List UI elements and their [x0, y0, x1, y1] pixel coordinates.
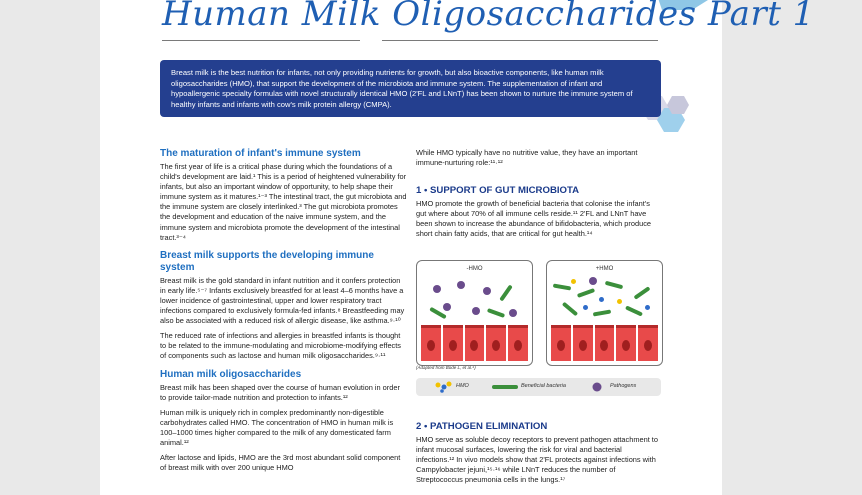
- bacteria-icon: [492, 384, 518, 390]
- figure-caption: (Adapted from Bode L, et al.⁴): [416, 365, 476, 370]
- legend-label: Beneficial bacteria: [521, 383, 566, 389]
- diagram-label: +HMO: [595, 266, 614, 272]
- section-heading: Human milk oligosaccharides: [160, 368, 302, 380]
- title-divider: [162, 40, 360, 41]
- left-column: [160, 148, 408, 478]
- legend-label: Pathogens: [610, 383, 637, 389]
- right-column: [416, 148, 662, 245]
- paragraph: HMO promote the growth of beneficial bacteria that colonise the infant's gut where about 70% of all immune cells reside.¹¹ 2'FL and LNnT have been shown to increase the abundance of bifidobacteria, which produce short chain fatty acids, that are critical for gut health.¹⁴: [416, 199, 652, 239]
- paragraph: After lactose and lipids, HMO are the 3rd most abundant solid component of breast milk with over 200 unique HMO: [160, 453, 401, 473]
- pathogen-icon: [443, 303, 451, 311]
- hmo-icon: [645, 305, 650, 310]
- document-page: [100, 0, 815, 495]
- bacteria-icon: [553, 283, 571, 290]
- paragraph: HMO serve as soluble decoy receptors to prevent pathogen attachment to infant mucosal surfaces, lowering the risk for viral and bacterial infections.¹² In vivo models show that 2'FL protects against infections with Campylobacter jejuni,¹⁵·¹⁶ while LNnT reduces the number of Streptococcus pneumonia cells in the lungs.¹⁷: [416, 435, 658, 485]
- pathogen-icon: [433, 285, 441, 293]
- diagram-with-hmo: [546, 260, 663, 366]
- title-divider: [382, 40, 658, 41]
- diagram-without-hmo: [416, 260, 533, 366]
- hmo-icon: [571, 279, 576, 284]
- pathogen-icon: [472, 307, 480, 315]
- bacteria-icon: [487, 308, 505, 318]
- diagram-label: -HMO: [466, 266, 483, 272]
- bacteria-icon: [577, 288, 595, 298]
- intestinal-cells: [421, 325, 528, 361]
- paragraph: The first year of life is a critical phase during which the foundations of a child's development are laid.¹ This is a period of heightened vulnerability for infants, but also an important window of opportunity, to help shape their immune system as it matures.¹⁻³ The intestinal tract, the gut microbiota and the immune system are closely interlinked.³ The gut microbiota promotes the development and education of the naive immune system, and the immune system and microbiota promote the development of the intestinal tract.³⁻⁴: [160, 162, 407, 242]
- bacteria-icon: [625, 305, 643, 316]
- bacteria-icon: [499, 284, 513, 301]
- paragraph: The reduced rate of infections and allergies in breastfed infants is thought to be related to the immune-modulating and microbiome-modifying effects of components such as lactose and human milk oligosaccharides.⁹·¹¹: [160, 331, 402, 361]
- bacteria-icon: [605, 281, 623, 290]
- hmo-icon: [599, 297, 604, 302]
- bacteria-icon: [593, 309, 611, 316]
- pathogen-icon: [483, 287, 491, 295]
- hmo-icon: [434, 381, 454, 393]
- hmo-icon: [617, 299, 622, 304]
- paragraph: While HMO typically have no nutritive value, they have an important immune-nurturing role:¹¹·¹²: [416, 148, 638, 168]
- pathogen-icon: [457, 281, 465, 289]
- numbered-heading: 2 • PATHOGEN ELIMINATION: [416, 421, 548, 432]
- section-heading: Breast milk supports the developing immune system: [160, 249, 374, 273]
- bacteria-icon: [633, 286, 650, 300]
- legend-label: HMO: [456, 383, 469, 389]
- right-column-lower: [416, 421, 662, 490]
- bacteria-icon: [562, 302, 578, 317]
- pathogen-icon: [590, 381, 604, 393]
- intro-banner: Breast milk is the best nutrition for infants, not only providing nutrients for growth, but also bioactive components, like human milk oligosaccharides (HMO), that support the development of the microbiota and immune system. The supplementation of infant and hypoallergenic specialty formulas with novel structurally identical HMO (2'FL and LNnT) has been shown to nurture the immune system of healthy infants and infants with cow's milk protein allergy (CMPA).: [160, 60, 661, 117]
- diagram-legend: [416, 378, 661, 396]
- page-title: Human Milk Oligosaccharides Part 1: [162, 0, 815, 34]
- section-heading: The maturation of infant's immune system: [160, 148, 361, 159]
- pathogen-icon: [589, 277, 597, 285]
- pathogen-icon: [509, 309, 517, 317]
- paragraph: Breast milk is the gold standard in infant nutrition and it confers protection in early life.⁵⁻⁷ Infants exclusively breastfed for at least 4–6 months have a lower incidence of gastrointestinal, upper and lower respiratory tract infections compared to exclusively formula-fed infants.⁸ Breastfeeding may also be associated with a reduced risk of allergic disease, like asthma.⁹·¹⁰: [160, 275, 405, 326]
- paragraph: Breast milk has been shaped over the course of human evolution in order to provide tailor-made nutrition and protection to infants.¹²: [160, 382, 400, 402]
- intestinal-cells: [551, 325, 658, 361]
- paragraph: Human milk is uniquely rich in complex predominantly non-digestible carbohydrates called HMO. The concentration of HMO in human milk is 100–1000 times higher compared to the milk of any domesticated farm animal.¹²: [160, 407, 394, 447]
- hmo-icon: [583, 305, 588, 310]
- numbered-heading: 1 • SUPPORT OF GUT MICROBIOTA: [416, 185, 580, 197]
